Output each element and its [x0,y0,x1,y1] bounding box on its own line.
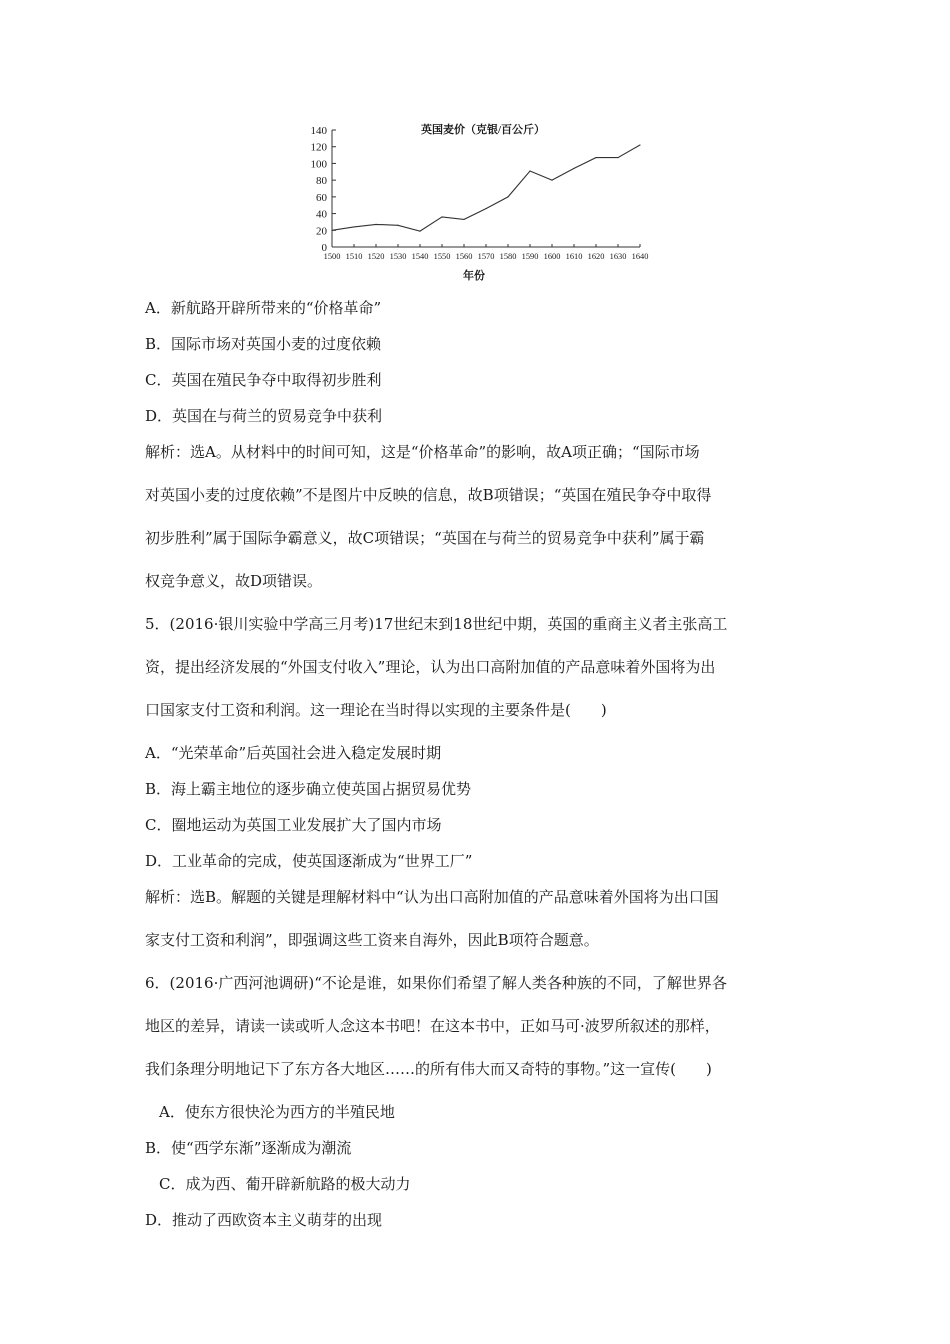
x-tick-label: 1590 [521,252,539,261]
x-tick-label: 1500 [323,252,341,261]
x-tick-label: 1640 [631,252,649,261]
data-point [397,225,398,226]
q4-analysis-line: 解析：选A。从材料中的时间可知，这是“价格革命”的影响，故A项正确；“国际市场 [145,443,700,461]
chart-svg [300,118,660,288]
data-point [375,224,376,225]
y-tick-label: 100 [310,158,327,171]
chart-xlabel: 年份 [463,270,485,282]
q4-option-c: C．英国在殖民争夺中取得初步胜利 [145,371,382,389]
y-tick-label: 60 [316,191,327,204]
data-point [573,168,574,169]
x-tick-label: 1530 [389,252,407,261]
y-tick-label: 120 [310,141,327,154]
x-tick-label: 1620 [587,252,605,261]
data-point [331,230,332,231]
q4-analysis-line: 权竞争意义，故D项错误。 [145,572,323,590]
x-tick-label: 1540 [411,252,429,261]
q5-analysis-line: 家支付工资和利润”，即强调这些工资来自海外，因此B项符合题意。 [145,931,599,949]
x-tick-label: 1610 [565,252,583,261]
data-point [639,144,640,145]
q5-option-d: D．工业革命的完成，使英国逐渐成为“世界工厂” [145,852,473,870]
q5-stem-line: 资，提出经济发展的“外国支付收入”理论，认为出口高附加值的产品意味着外国将为出 [145,658,716,676]
q5-option-b: B．海上霸主地位的逐步确立使英国占据贸易优势 [145,780,472,798]
question-content [145,298,815,1246]
y-tick-label: 140 [310,125,327,137]
q4-analysis-line: 初步胜利”属于国际争霸意义，故C项错误；“英国在与荷兰的贸易竞争中获利”属于霸 [145,529,705,547]
data-point [595,157,596,158]
x-tick-label: 1630 [609,252,627,261]
x-tick-label: 1600 [543,252,561,261]
data-point [529,170,530,171]
q5-stem-line: 口国家支付工资和利润。这一理论在当时得以实现的主要条件是( ) [145,701,607,719]
q4-option-a: A．新航路开辟所带来的“价格革命” [145,299,382,317]
x-tick-label: 1520 [367,252,385,261]
data-point [617,157,618,158]
x-tick-label: 1550 [433,252,451,261]
q6-option-b: B．使“西学东渐”逐渐成为潮流 [145,1139,352,1157]
q6-stem-line: 地区的差异，请读一读或听人念这本书吧！在这本书中，正如马可·波罗所叙述的那样， [145,1017,720,1035]
data-point [419,231,420,232]
x-tick-label: 1570 [477,252,495,261]
data-points [331,144,640,231]
x-tick-label: 1560 [455,252,473,261]
q4-option-b: B．国际市场对英国小麦的过度依赖 [145,335,382,353]
data-point [441,216,442,217]
y-tick-label: 0 [321,242,327,254]
data-point [485,208,486,209]
data-point [463,219,464,220]
q5-option-c: C．圈地运动为英国工业发展扩大了国内市场 [145,816,442,834]
y-tick-label: 20 [316,225,327,238]
q5-option-a: A．“光荣革命”后英国社会进入稳定发展时期 [145,744,442,762]
data-point [551,180,552,181]
data-point [507,196,508,197]
q4-analysis-line: 对英国小麦的过度依赖”不是图片中反映的信息，故B项错误；“英国在殖民争夺中取得 [145,486,712,504]
q6-stem-line: 我们条理分明地记下了东方各大地区……的所有伟大而又奇特的事物。”这一宣传( ) [145,1060,712,1078]
q4-option-d: D．英国在与荷兰的贸易竞争中获利 [145,407,383,425]
q6-stem-line: 6．(2016·广西河池调研)“不论是谁，如果你们希望了解人类各种族的不同，了解世界各 [145,974,727,992]
q6-option-c: C．成为西、葡开辟新航路的极大动力 [159,1175,411,1193]
chart-title: 英国麦价（克银/百公斤） [420,124,546,136]
q5-stem-line: 5．(2016·银川实验中学高三月考)17世纪末到18世纪中期，英国的重商主义者主张高工 [145,615,728,633]
wheat-price-line [332,145,640,231]
q6-option-a: A．使东方很快沦为西方的半殖民地 [159,1103,395,1121]
x-tick-label: 1510 [345,252,363,261]
wheat-price-chart [300,118,660,288]
q6-option-d: D．推动了西欧资本主义萌芽的出现 [145,1211,383,1229]
data-point [353,226,354,227]
x-tick-label: 1580 [499,252,517,261]
y-tick-label: 80 [316,175,327,188]
q5-analysis-line: 解析：选B。解题的关键是理解材料中“认为出口高附加值的产品意味着外国将为出口国 [145,888,719,906]
y-tick-label: 40 [316,208,327,221]
